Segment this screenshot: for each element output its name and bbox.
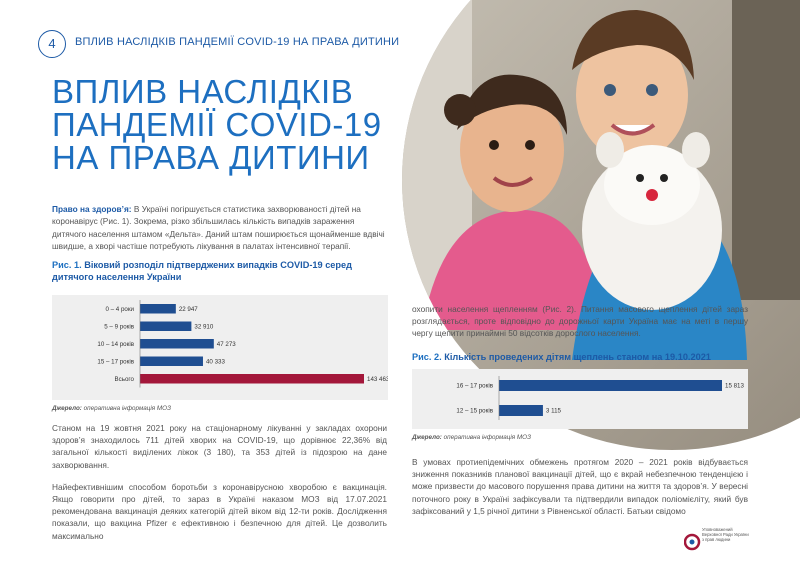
paragraph-planned-vaccination: В умовах протиепідемічних обмежень протягом 2020 – 2021 років відбувається зниження показників планової вакцинації дітей, що є вкрай небезпечною тенденцією і може призвести до масового порушення права дитини на життя та здоров’я. У вересні поточного року в Україні зафіксували та підтвердили випадок поліомієліту, який був зафіксований у 1,5 річної дитини з Рівненської області. Батьки свідомо <box>412 457 748 516</box>
figure2-title <box>412 351 748 363</box>
value-label: 15 813 <box>725 382 744 390</box>
bar <box>140 357 203 367</box>
figure2-chart <box>412 369 748 429</box>
figure2-source-label: Джерело: <box>412 434 442 441</box>
title-line-2: ПАНДЕМІЇ COVID-19 <box>52 106 382 143</box>
value-label: 22 947 <box>178 305 198 313</box>
logo-dot-icon <box>690 540 695 545</box>
bar <box>499 380 722 391</box>
figure2-source-text: оперативна інформація МОЗ <box>441 434 531 441</box>
right-column-top <box>412 303 748 350</box>
paragraph-vaccination: Найефективнішим способом боротьби з коронавірусною хворобою є вакцинація. Якщо говорити про дітей, то зараз в Україні наказом МОЗ від 17.07.2021 рекомендована вакцинація деяких категорій дітей віком від 12-ти років. Дослідження показали, що вакцина Pfizer є ефективною і безпечною для дітей. Це дозволить максимально <box>52 481 387 541</box>
intro-paragraph <box>52 203 387 252</box>
page-number: 4 <box>38 30 66 58</box>
category-label: 15 – 17 років <box>97 358 134 366</box>
intro-lead: Право на здоров’я: <box>52 204 132 214</box>
value-label: 143 463 <box>367 375 388 383</box>
intro-text: В Україні погіршується статистика захворюваності дітей на коронавірус (Рис. 1). Зокрема, різко збільшилась кількість випадків зараження дитячого населення штамом «Дельта». Даний штам поширюється щонайменше вдвічі швидше, а хворі частіше потребують лікування в палатах інтенсивної терапії. <box>52 204 385 251</box>
title-line-1: ВПЛИВ НАСЛІДКІВ <box>52 73 354 110</box>
value-label: 40 333 <box>205 358 225 366</box>
figure1-chart <box>52 295 388 400</box>
category-label: 10 – 14 років <box>97 340 134 348</box>
category-label: Всього <box>114 375 134 383</box>
figure2-label: Рис. 2. <box>412 352 442 362</box>
figure1-caption: Віковий розподіл підтверджених випадків COVID-19 серед дитячого населення України <box>52 260 352 282</box>
page-title <box>52 75 382 174</box>
figure1-source <box>52 405 171 412</box>
chart2-svg <box>412 369 748 429</box>
value-label: 47 273 <box>216 340 236 348</box>
paragraph-hospital-stats: Станом на 19 жовтня 2021 року на стаціонарному лікуванні у закладах охорони здоров’я знаходилось 711 дітей хворих на COVID-19, що дорівнює 22,36% від загальної кількості виділених ліжок (3 180), та 353 дітей із підозрою на дане захворювання. <box>52 423 387 470</box>
right-column-bottom <box>412 456 748 527</box>
logo-text-line-3: з прав людини <box>702 537 731 543</box>
figure1-title <box>52 259 387 283</box>
value-label: 32 910 <box>194 323 214 331</box>
bar <box>140 374 364 384</box>
figure1-source-label: Джерело: <box>52 405 82 412</box>
bar <box>140 304 176 314</box>
figure1-label: Рис. 1. <box>52 260 82 270</box>
category-label: 12 – 15 років <box>456 407 493 415</box>
category-label: 16 – 17 років <box>456 382 493 390</box>
chart1-svg <box>52 295 388 400</box>
left-column <box>52 422 387 552</box>
category-label: 0 – 4 роки <box>105 305 134 313</box>
bar <box>140 339 214 349</box>
figure1-source-text: оперативна інформація МОЗ <box>81 405 171 412</box>
value-label: 3 115 <box>545 407 561 415</box>
bar <box>499 405 543 416</box>
running-header: ВПЛИВ НАСЛІДКІВ ПАНДЕМІЇ COVID-19 НА ПРАВА ДИТИНИ <box>75 36 400 48</box>
logo-text <box>702 527 792 543</box>
logo-text-line-1: Уповноважений <box>702 527 733 532</box>
paragraph-coverage: охопити населення щепленням (Рис. 2). Питання масового щеплення дітей зараз розглядається, проте відповідно до дорожньої карти Україна має на меті в першу чергу щепити принаймні 50 відсотків дорослого населення. <box>412 304 748 339</box>
logo-text-line-2: Верховної Ради України <box>702 532 749 538</box>
figure2-caption: Кількість проведених дітям щеплень станом на 19.10.2021 <box>444 352 711 362</box>
figure2-source <box>412 434 531 441</box>
title-line-3: НА ПРАВА ДИТИНИ <box>52 139 370 176</box>
category-label: 5 – 9 років <box>104 323 134 331</box>
bar <box>140 322 191 332</box>
